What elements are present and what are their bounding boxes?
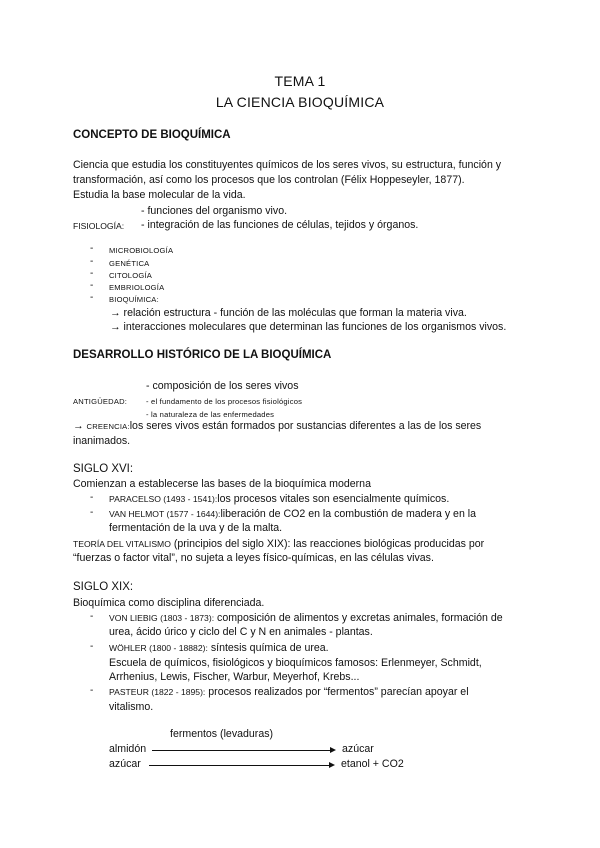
person-text: liberación de CO2 en la combustión de madera y en la	[220, 508, 477, 520]
siglo-xvi-heading: SIGLO XVI:	[73, 463, 134, 475]
reaction-2-arrowhead	[329, 762, 335, 768]
person-name: WÖHLER (1800 - 18882):	[109, 643, 208, 653]
liebig-entry	[109, 611, 503, 625]
definition-line: transformación, así como los procesos que los controlan (Félix Hoppeseyler, 1877).	[73, 174, 465, 186]
bullet-dash: -	[90, 641, 94, 652]
page-subtitle: LA CIENCIA BIOQUÍMICA	[215, 94, 385, 110]
bullet-dash: -	[90, 268, 94, 279]
person-name: VAN HELMOT (1577 - 1644):	[109, 509, 221, 519]
teoria-entry	[73, 537, 484, 551]
list-item: EMBRIOLOGÍA	[109, 283, 165, 292]
bullet-dash: -	[90, 611, 94, 622]
definition-line: Ciencia que estudia los constituyentes químicos de los seres vivos, su estructura, función y	[73, 159, 502, 171]
fisiologia-label: FISIOLOGÍA:	[73, 221, 125, 231]
antiguedad-item: - la naturaleza de las enfermedades	[146, 410, 275, 419]
arrow-note: → interacciones moleculares que determinan las funciones de los organismos vivos.	[110, 321, 507, 333]
reaction-1-arrowhead	[330, 747, 336, 753]
creencia-line	[73, 419, 481, 434]
bullet-dash: -	[90, 256, 94, 267]
person-text: síntesis química de urea.	[210, 642, 329, 654]
fisiologia-text: - integración de las funciones de células, tejidos y órganos.	[141, 219, 419, 231]
antiguedad-item: - el fundamento de los procesos fisiológicos	[146, 397, 303, 406]
reaction-2-product: etanol + CO2	[341, 758, 404, 770]
page-title: TEMA 1	[274, 73, 326, 89]
bullet-dash: -	[90, 243, 94, 254]
list-item: MICROBIOLOGÍA	[109, 246, 174, 255]
reaction-1-reactant: almidón	[109, 743, 147, 755]
teoria-label: TEORÍA DEL VITALISMO	[73, 539, 171, 549]
creencia-text: los seres vivos están formados por sustancias diferentes a las de los seres	[129, 420, 482, 432]
person-name: PARACELSO (1493 - 1541):	[109, 494, 218, 504]
wohler-entry	[109, 641, 329, 655]
escuela-line: Arrhenius, Lewis, Fischer, Warbur, Meyerhof, Krebs...	[109, 671, 360, 683]
arrow-note: → relación estructura - función de las moléculas que forman la materia viva.	[110, 307, 467, 319]
antiguedad-label: ANTIGÜEDAD:	[73, 397, 128, 406]
pasteur-entry	[109, 685, 469, 699]
siglo-xix-heading: SIGLO XIX:	[73, 581, 134, 593]
person-text: los procesos vitales son esencialmente químicos.	[217, 493, 450, 505]
bullet-dash: -	[90, 685, 94, 696]
list-item: CITOLOGÍA	[109, 271, 153, 280]
liebig-text-2: urea, ácido úrico y ciclo del C y N en animales - plantas.	[109, 626, 373, 638]
siglo-xix-intro: Bioquímica como disciplina diferenciada.	[73, 597, 265, 609]
teoria-text: (principios del siglo XIX): las reacciones biológicas producidas por	[173, 538, 485, 550]
reaction-catalyst-label: fermentos (levaduras)	[170, 728, 274, 740]
section-heading-concepto: CONCEPTO DE BIOQUÍMICA	[73, 129, 231, 141]
pasteur-text-2: vitalismo.	[109, 701, 154, 713]
antiguedad-item: - composición de los seres vivos	[146, 380, 299, 392]
creencia-label: CREENCIA:	[86, 422, 130, 431]
list-item: GENÉTICA	[109, 259, 150, 268]
arrow-glyph: →	[73, 420, 84, 432]
person-name: PASTEUR (1822 - 1895):	[109, 687, 206, 697]
definition-line: Estudia la base molecular de la vida.	[73, 189, 246, 201]
escuela-line: Escuela de químicos, fisiológicos y bioquímicos famosos: Erlenmeyer, Schmidt,	[109, 657, 482, 669]
reaction-2-reactant: azúcar	[109, 758, 141, 770]
bullet-dash: -	[90, 492, 94, 503]
creencia-line-2: inanimados.	[73, 435, 131, 447]
reaction-1-arrow	[152, 750, 330, 751]
helmot-entry	[109, 507, 476, 521]
paracelso-entry	[109, 492, 449, 506]
list-item: BIOQUÍMICA:	[109, 295, 159, 304]
helmot-text-2: fermentación de la uva y de la malta.	[109, 522, 283, 534]
reaction-1-product: azúcar	[342, 743, 374, 755]
reaction-2-arrow	[149, 765, 329, 766]
bullet-dash: -	[90, 292, 94, 303]
section-heading-desarrollo: DESARROLLO HISTÓRICO DE LA BIOQUÍMICA	[73, 349, 332, 361]
siglo-xvi-intro: Comienzan a establecerse las bases de la bioquímica moderna	[73, 478, 371, 490]
functions-line: - funciones del organismo vivo.	[141, 205, 288, 217]
person-name: VON LIEBIG (1803 - 1873):	[109, 613, 215, 623]
bullet-dash: -	[90, 280, 94, 291]
bullet-dash: -	[90, 507, 94, 518]
person-text: procesos realizados por “fermentos” parecían apoyar el	[208, 686, 469, 698]
teoria-text-2: “fuerzas o factor vital”, no sujeta a leyes físico-químicas, en las células vivas.	[73, 552, 434, 564]
person-text: composición de alimentos y excretas animales, formación de	[217, 612, 503, 624]
